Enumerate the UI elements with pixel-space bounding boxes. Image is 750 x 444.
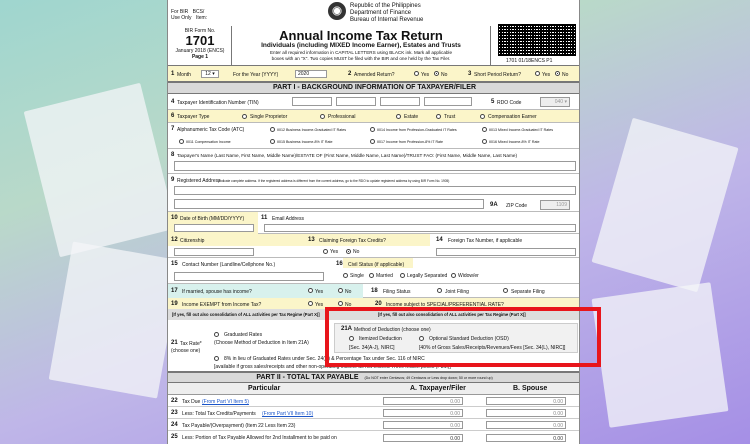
row-birth-email bbox=[168, 212, 580, 234]
item-3-number: 3 bbox=[468, 71, 472, 77]
short-period-label: Short Period Return? bbox=[474, 72, 521, 78]
line-24-label: Tax Payable/(Overpayment) (Item 22 Less Item 23) bbox=[182, 423, 296, 429]
row-contact-civil bbox=[168, 258, 580, 284]
row-spouse-filing bbox=[168, 284, 580, 298]
rdo-value: 040 bbox=[554, 99, 564, 105]
part-2-header bbox=[168, 372, 580, 383]
civil-single-label: Single bbox=[350, 273, 364, 279]
eight-percent-radio[interactable] bbox=[214, 356, 219, 361]
year-label: For the Year (YYYY) bbox=[233, 72, 279, 78]
item-14-number: 14 bbox=[436, 237, 443, 243]
row-taxpayer-name bbox=[168, 149, 580, 174]
citizenship-label: Citizenship bbox=[180, 238, 205, 244]
atc-ii015-label: II015 Business Income-8% IT Rate bbox=[277, 140, 333, 144]
short-yes-label: Yes bbox=[542, 72, 551, 78]
line-24-taxpayer-value: 0.00 bbox=[450, 423, 460, 429]
spouse-income-label: If married, spouse has income? bbox=[182, 289, 252, 295]
eight-percent-sublabel: [available if gross sales/receipts and other non-operating income do not exceed Three million pesos (P3M)] bbox=[214, 364, 451, 370]
background-paper bbox=[592, 282, 729, 427]
zip-input[interactable] bbox=[540, 200, 570, 210]
citizenship-input[interactable] bbox=[174, 248, 254, 256]
contact-number-label: Contact Number (Landline/Cellphone No.) bbox=[182, 262, 276, 268]
item-19-number: 19 bbox=[171, 301, 178, 307]
item-7-number: 7 bbox=[171, 126, 175, 132]
line-24-spouse-input[interactable] bbox=[486, 421, 566, 429]
zip-label: ZIP Code bbox=[506, 203, 528, 209]
line-25-taxpayer-value: 0.00 bbox=[450, 436, 460, 442]
graduated-rates-radio[interactable] bbox=[214, 332, 219, 337]
joint-filing-label: Joint Filing bbox=[445, 289, 469, 295]
itemized-deduction-label: Itemized Deduction bbox=[359, 336, 402, 342]
zip-value: 1109 bbox=[556, 202, 567, 208]
column-taxpayer: A. Taxpayer/Filer bbox=[410, 385, 466, 392]
form-subtitle: Individuals (including MIXED Income Earner), Estates and Trusts bbox=[261, 42, 461, 49]
foreign-no-radio[interactable] bbox=[346, 249, 351, 254]
line-22 bbox=[168, 395, 580, 407]
item-16-number: 16 bbox=[336, 261, 343, 267]
registered-address-label: Registered Address bbox=[177, 178, 221, 184]
form-number-block: BIR Form No. 1701 January 2018 (ENCS) Page 1 bbox=[175, 28, 225, 60]
email-label: Email Address bbox=[272, 216, 304, 222]
atc-ii013-label: II013 Mixed Income-Graduated IT Rates bbox=[489, 128, 554, 132]
line-22-taxpayer-input[interactable] bbox=[383, 397, 463, 405]
single-proprietor-radio[interactable] bbox=[242, 114, 247, 119]
special-rate-label: Income subject to SPECIAL/PREFERENTIAL RATE? bbox=[386, 302, 504, 308]
barcode-image bbox=[498, 24, 576, 56]
spouse-yes-label: Yes bbox=[315, 289, 324, 295]
line-22-number: 22 bbox=[171, 398, 178, 404]
itemized-deduction-sublabel: [Sec. 34(A-J), NIRC] bbox=[349, 345, 395, 351]
item-15-number: 15 bbox=[171, 261, 178, 267]
row-registered-address bbox=[168, 174, 580, 212]
estate-label: Estate bbox=[404, 114, 419, 120]
line-25-number: 25 bbox=[171, 434, 178, 440]
registered-address-input-1[interactable] bbox=[174, 186, 576, 195]
atc-ii014-radio[interactable] bbox=[370, 127, 375, 132]
amended-no-radio[interactable] bbox=[434, 71, 439, 76]
line-22-link[interactable]: (From Part VI Item 5) bbox=[202, 399, 249, 405]
item-20-number: 20 bbox=[375, 301, 382, 307]
row-return-period bbox=[168, 66, 580, 82]
item-4-number: 4 bbox=[171, 99, 175, 105]
month-label: Month bbox=[177, 72, 191, 78]
exempt-no-radio[interactable] bbox=[338, 301, 343, 306]
tin-part-1-input[interactable] bbox=[292, 97, 332, 106]
eight-percent-label: 8% in lieu of Graduated Rates under Sec. 24(A) & Percentage Tax under Sec. 116 of NIRC bbox=[224, 356, 425, 362]
column-spouse: B. Spouse bbox=[513, 385, 548, 392]
line-24-number: 24 bbox=[171, 422, 178, 428]
osd-sublabel: [40% of Gross Sales/Receipts/Revenues/Fees [Sec. 34(L), NIRC]] bbox=[419, 345, 566, 351]
professional-label: Professional bbox=[328, 114, 356, 120]
exempt-yes-radio[interactable] bbox=[308, 301, 313, 306]
email-input[interactable] bbox=[264, 224, 576, 232]
taxpayer-name-input[interactable] bbox=[174, 161, 576, 171]
item-21a-number: 21A bbox=[341, 326, 353, 332]
deduction-method-highlight bbox=[325, 307, 601, 367]
estate-radio[interactable] bbox=[396, 114, 401, 119]
atc-ii017-radio[interactable] bbox=[370, 139, 375, 144]
contact-number-input[interactable] bbox=[174, 272, 324, 281]
date-of-birth-label: Date of Birth (MM/DD/YYYY) bbox=[180, 216, 245, 222]
short-no-label: No bbox=[562, 72, 569, 78]
column-particular: Particular bbox=[248, 385, 281, 392]
row-tin bbox=[168, 94, 580, 110]
item-21-number: 21 bbox=[171, 340, 178, 346]
line-24-taxpayer-input[interactable] bbox=[383, 421, 463, 429]
item-13-number: 13 bbox=[308, 237, 315, 243]
item-12-number: 12 bbox=[171, 237, 178, 243]
part-1-header: PART I - BACKGROUND INFORMATION OF TAXPAYER/FILER bbox=[168, 82, 580, 94]
atc-ii011-label: II011 Compensation Income bbox=[186, 140, 231, 144]
income-exempt-label: Income EXEMPT from Income Tax? bbox=[182, 302, 262, 308]
background-paper bbox=[24, 83, 177, 258]
item-18-number: 18 bbox=[371, 288, 378, 294]
form-instruction-2: boxes with an "X". Two copies MUST be filed with the BIR and one held by the Tax Filer. bbox=[271, 56, 451, 61]
line-25-spouse-value: 0.00 bbox=[553, 436, 563, 442]
foreign-yes-label: Yes bbox=[330, 249, 339, 255]
foreign-tax-credit-label: Claiming Foreign Tax Credits? bbox=[319, 238, 386, 244]
line-23-number: 23 bbox=[171, 410, 178, 416]
civil-married-label: Married bbox=[376, 273, 393, 279]
rdo-label: RDO Code bbox=[497, 100, 522, 106]
atc-ii015-radio[interactable] bbox=[270, 139, 275, 144]
line-23-link[interactable]: (From Part VII Item 10) bbox=[262, 411, 314, 417]
trust-radio[interactable] bbox=[436, 114, 441, 119]
civil-status-label: Civil Status (if applicable) bbox=[348, 262, 405, 268]
line-22-taxpayer-value: 0.00 bbox=[450, 399, 460, 405]
atc-ii014-label: II014 Income from Profession-Graduated IT Rates bbox=[377, 128, 457, 132]
item-6-number: 6 bbox=[171, 113, 175, 119]
civil-married-radio[interactable] bbox=[369, 273, 374, 278]
tin-part-4-input[interactable] bbox=[424, 97, 472, 106]
civil-separated-label: Legally Separated bbox=[407, 273, 448, 279]
amended-yes-label: Yes bbox=[421, 72, 430, 78]
tax-rate-label: Tax Rate* bbox=[180, 341, 202, 347]
professional-radio[interactable] bbox=[320, 114, 325, 119]
osd-label: Optional Standard Deduction (OSD) bbox=[429, 336, 509, 342]
date-of-birth-input[interactable] bbox=[174, 224, 254, 232]
bir-form-1701 bbox=[167, 0, 580, 444]
spouse-no-label: No bbox=[345, 289, 352, 295]
single-proprietor-label: Single Proprietor bbox=[250, 114, 288, 120]
line-25 bbox=[168, 431, 580, 444]
atc-label: Alphanumeric Tax Code (ATC) bbox=[177, 127, 245, 133]
exempt-no-label: No bbox=[345, 302, 352, 308]
spouse-yes-radio[interactable] bbox=[308, 288, 313, 293]
foreign-tax-number-label: Foreign Tax Number, if applicable bbox=[448, 238, 523, 244]
part-2-column-header bbox=[168, 383, 580, 395]
background-paper bbox=[591, 118, 738, 293]
item-17-number: 17 bbox=[171, 288, 178, 294]
foreign-no-label: No bbox=[353, 249, 360, 255]
foreign-tax-number-input[interactable] bbox=[436, 248, 576, 256]
tax-rate-choose-label: (choose one) bbox=[171, 348, 201, 354]
tin-part-3-input[interactable] bbox=[380, 97, 420, 106]
rdo-select[interactable]: 040 ▾ bbox=[540, 97, 570, 107]
civil-widow-label: Widow/er bbox=[458, 273, 479, 279]
short-no-radio[interactable] bbox=[555, 71, 560, 76]
form-title: Annual Income Tax Return bbox=[279, 28, 443, 43]
spouse-no-radio[interactable] bbox=[338, 288, 343, 293]
atc-ii016-label: II016 Mixed Income-8% IT Rate bbox=[489, 140, 540, 144]
joint-filing-radio[interactable] bbox=[437, 288, 442, 293]
line-22-spouse-input[interactable] bbox=[486, 397, 566, 405]
separate-filing-radio[interactable] bbox=[503, 288, 508, 293]
item-9a-number: 9A bbox=[490, 202, 498, 208]
year-value: 2020 bbox=[298, 71, 310, 77]
tin-part-2-input[interactable] bbox=[336, 97, 376, 106]
line-25-spouse-input[interactable] bbox=[486, 434, 566, 442]
item-1-number: 1 bbox=[171, 71, 175, 77]
line-23-taxpayer-value: 0.00 bbox=[450, 411, 460, 417]
amended-label: Amended Return? bbox=[354, 72, 395, 78]
civil-single-radio[interactable] bbox=[343, 273, 348, 278]
bir-seal-icon bbox=[328, 2, 346, 20]
part-2-note: (Do NOT enter Centavos; 49 Centavos or Less drop down; 50 or more round up) bbox=[364, 376, 493, 380]
short-yes-radio[interactable] bbox=[535, 71, 540, 76]
line-22-spouse-value: 0.00 bbox=[553, 399, 563, 405]
special-note: [If yes, fill out also consolidation of ALL activities per Tax Regime (Part X)] bbox=[378, 312, 526, 317]
year-input[interactable] bbox=[295, 70, 327, 78]
graduated-rates-sublabel: (Choose Method of Deduction in Item 21A) bbox=[214, 340, 309, 346]
agency-block: Republic of the Philippines Department of Finance Bureau of Internal Revenue bbox=[350, 3, 424, 23]
civil-separated-radio[interactable] bbox=[400, 273, 405, 278]
line-24-spouse-value: 0.00 bbox=[553, 423, 563, 429]
bir-use-block: For BIR BCS/ Use Only Item: bbox=[171, 9, 208, 21]
row-atc bbox=[168, 123, 580, 149]
line-25-taxpayer-input[interactable] bbox=[383, 434, 463, 442]
registered-address-input-2[interactable] bbox=[174, 199, 484, 209]
graduated-rates-label: Graduated Rates bbox=[224, 332, 263, 338]
atc-ii013-radio[interactable] bbox=[482, 127, 487, 132]
compensation-earner-label: Compensation Earner bbox=[488, 114, 537, 120]
month-value: 12 bbox=[205, 71, 211, 77]
atc-ii016-radio[interactable] bbox=[482, 139, 487, 144]
atc-ii017-label: II017 Income from Profession-8% IT Rate bbox=[377, 140, 444, 144]
line-24 bbox=[168, 419, 580, 431]
form-header bbox=[168, 0, 580, 66]
line-23-spouse-input[interactable] bbox=[486, 409, 566, 417]
line-23 bbox=[168, 407, 580, 419]
tin-label: Taxpayer Identification Number (TIN) bbox=[177, 100, 259, 106]
part-2-title: PART II - TOTAL TAX PAYABLE bbox=[256, 374, 359, 381]
line-23-label: Less: Total Tax Credits/Payments bbox=[182, 411, 256, 417]
row-taxpayer-type bbox=[168, 110, 580, 123]
line-23-taxpayer-input[interactable] bbox=[383, 409, 463, 417]
exempt-note: [If yes, fill out also consolidation of ALL activities per Tax Regime (Part X)] bbox=[172, 312, 320, 317]
atc-ii012-label: II012 Business Income-Graduated IT Rates bbox=[277, 128, 347, 132]
civil-widow-radio[interactable] bbox=[451, 273, 456, 278]
registered-address-note: (Indicate complete address. If the registered address is different from the current address, go to the RDO to update registered address by using BIR Form No. 1905) bbox=[218, 178, 450, 183]
atc-ii011-radio[interactable] bbox=[179, 139, 184, 144]
item-10-number: 10 bbox=[171, 215, 178, 221]
item-11-number: 11 bbox=[261, 215, 268, 221]
month-select[interactable]: 12 ▾ bbox=[201, 70, 219, 78]
barcode-text: 1701 01/18ENCS P1 bbox=[506, 58, 553, 64]
trust-label: Trust bbox=[444, 114, 456, 120]
amended-no-label: No bbox=[441, 72, 448, 78]
separate-filing-label: Separate Filing bbox=[511, 289, 545, 295]
deduction-method-label: Method of Deduction (choose one) bbox=[354, 327, 431, 333]
item-9-number: 9 bbox=[171, 177, 175, 183]
item-2-number: 2 bbox=[348, 71, 352, 77]
item-5-number: 5 bbox=[491, 99, 495, 105]
compensation-earner-radio[interactable] bbox=[480, 114, 485, 119]
taxpayer-name-label: Taxpayer's Name (Last Name, First Name, Middle Name)/ESTATE OF (First Name, Middle Name, Last Name)/TRUST FAO: (First Name, Middle Name, Last Name) bbox=[177, 153, 518, 158]
line-25-label: Less: Portion of Tax Payable Allowed for 2nd Installment to be paid on bbox=[182, 435, 337, 441]
background-paper bbox=[49, 242, 182, 399]
line-23-spouse-value: 0.00 bbox=[553, 411, 563, 417]
amended-yes-radio[interactable] bbox=[414, 71, 419, 76]
foreign-yes-radio[interactable] bbox=[323, 249, 328, 254]
row-citizenship bbox=[168, 234, 580, 258]
taxpayer-type-label: Taxpayer Type bbox=[177, 114, 210, 120]
atc-ii012-radio[interactable] bbox=[270, 127, 275, 132]
exempt-yes-label: Yes bbox=[315, 302, 324, 308]
form-instruction-1: Enter all required information in CAPITAL LETTERS using BLACK ink. Mark all applicable bbox=[269, 50, 453, 55]
line-22-label: Tax Due bbox=[182, 399, 201, 405]
filing-status-label: Filing Status bbox=[383, 289, 411, 295]
item-8-number: 8 bbox=[171, 152, 175, 158]
